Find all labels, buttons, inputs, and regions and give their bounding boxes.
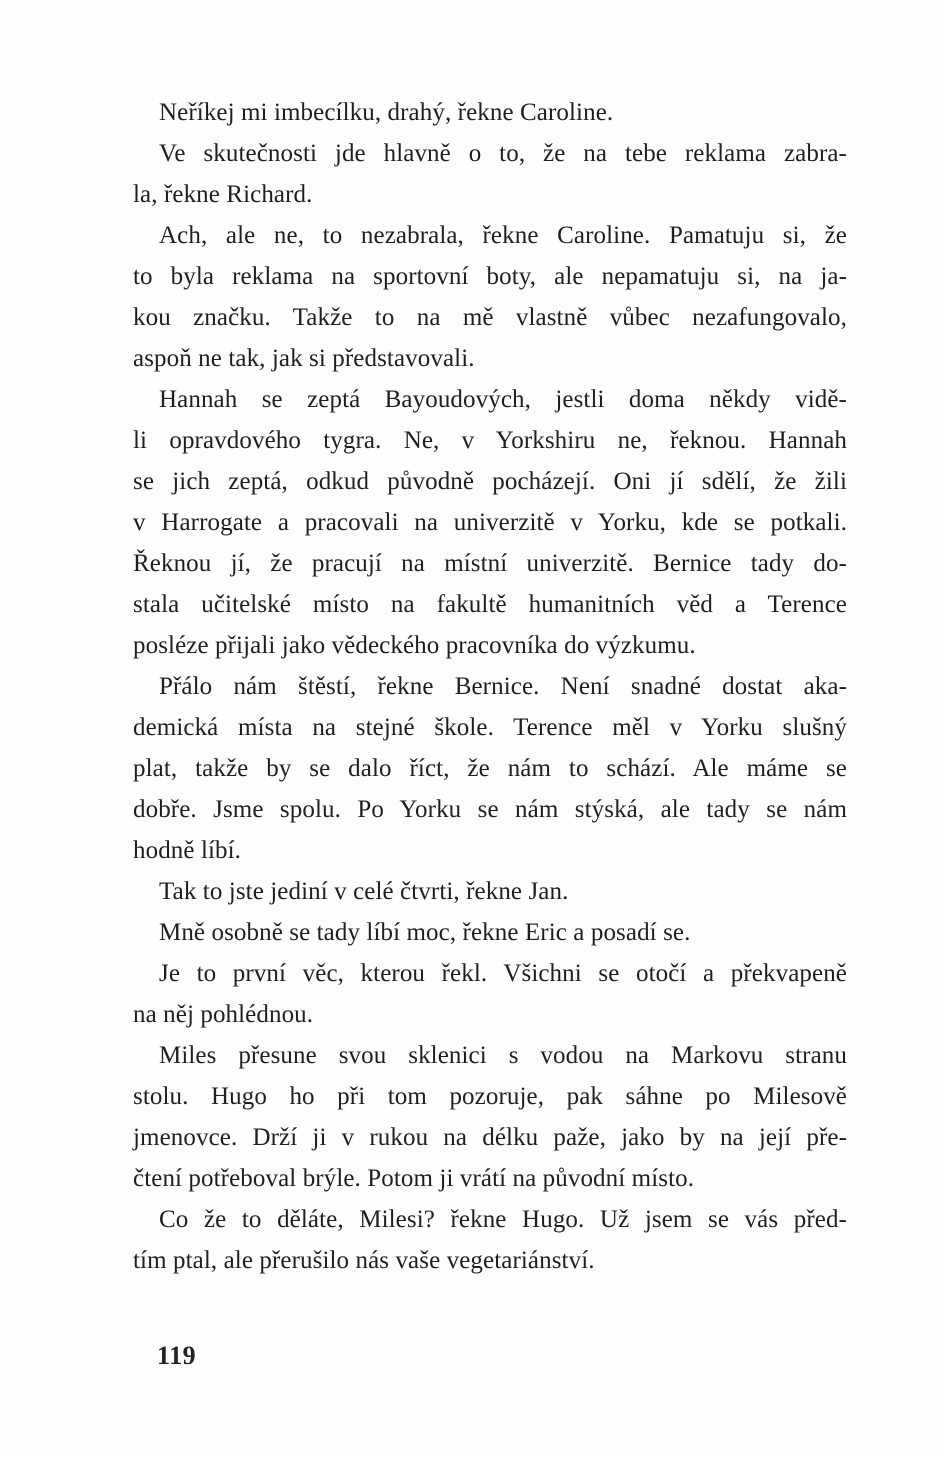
text-line: v Harrogate a pracovali na univerzitě v Yorku, kde se potkali.: [133, 509, 847, 536]
page-number: 119: [157, 1341, 197, 1370]
text-line: Neříkej mi imbecílku, drahý, řekne Caroline.: [159, 99, 614, 126]
text-line: dobře. Jsme spolu. Po Yorku se nám stýská, ale tady se nám: [133, 796, 847, 823]
paragraph: [133, 666, 847, 871]
text-line: Co že to děláte, Milesi? řekne Hugo. Už jsem se vás před-: [159, 1206, 847, 1233]
paragraph: [133, 953, 847, 1035]
text-line: čtení potřeboval brýle. Potom ji vrátí na původní místo.: [133, 1165, 695, 1192]
paragraph: [133, 133, 847, 215]
page-text: [133, 92, 847, 1281]
text-line: Miles přesune svou sklenici s vodou na Markovu stranu: [159, 1042, 847, 1069]
paragraph: [133, 912, 847, 953]
paragraph: [133, 1199, 847, 1281]
text-line: demická místa na stejné škole. Terence měl v Yorku slušný: [133, 714, 847, 741]
text-line: kou značku. Takže to na mě vlastně vůbec nezafungovalo,: [133, 304, 847, 331]
text-line: stala učitelské místo na fakultě humanitních věd a Terence: [133, 591, 847, 618]
text-line: aspoň ne tak, jak si představovali.: [133, 345, 475, 372]
text-line: jmenovce. Drží ji v rukou na délku paže, jako by na její pře-: [133, 1124, 847, 1151]
paragraph: [133, 215, 847, 379]
text-line: Přálo nám štěstí, řekne Bernice. Není snadné dostat aka-: [159, 673, 847, 700]
text-line: li opravdového tygra. Ne, v Yorkshiru ne, řeknou. Hannah: [133, 427, 847, 454]
text-line: na něj pohlédnou.: [133, 1001, 314, 1028]
text-line: to byla reklama na sportovní boty, ale nepamatuju si, na ja-: [133, 263, 847, 290]
text-line: posléze přijali jako vědeckého pracovníka do výzkumu.: [133, 632, 696, 659]
text-line: Je to první věc, kterou řekl. Všichni se otočí a překvapeně: [159, 960, 847, 987]
text-line: Řeknou jí, že pracují na místní univerzitě. Bernice tady do-: [133, 550, 847, 577]
text-line: Hannah se zeptá Bayoudových, jestli doma někdy vidě-: [159, 386, 847, 413]
text-line: Tak to jste jediní v celé čtvrti, řekne Jan.: [159, 878, 569, 905]
text-line: hodně líbí.: [133, 837, 242, 864]
paragraph: [133, 379, 847, 666]
text-line: tím ptal, ale přerušilo nás vaše vegetariánství.: [133, 1247, 595, 1274]
text-line: se jich zeptá, odkud původně pocházejí. Oni jí sdělí, že žili: [133, 468, 847, 495]
text-line: la, řekne Richard.: [133, 181, 313, 208]
text-line: Ve skutečnosti jde hlavně o to, že na tebe reklama zabra-: [159, 140, 847, 167]
text-line: Mně osobně se tady líbí moc, řekne Eric a posadí se.: [159, 919, 691, 946]
text-line: plat, takže by se dalo říct, že nám to schází. Ale máme se: [133, 755, 847, 782]
text-line: Ach, ale ne, to nezabrala, řekne Caroline. Pamatuju si, že: [159, 222, 847, 249]
paragraph: [133, 871, 847, 912]
text-line: stolu. Hugo ho při tom pozoruje, pak sáhne po Milesově: [133, 1083, 847, 1110]
paragraph: [133, 92, 847, 133]
paragraph: [133, 1035, 847, 1199]
